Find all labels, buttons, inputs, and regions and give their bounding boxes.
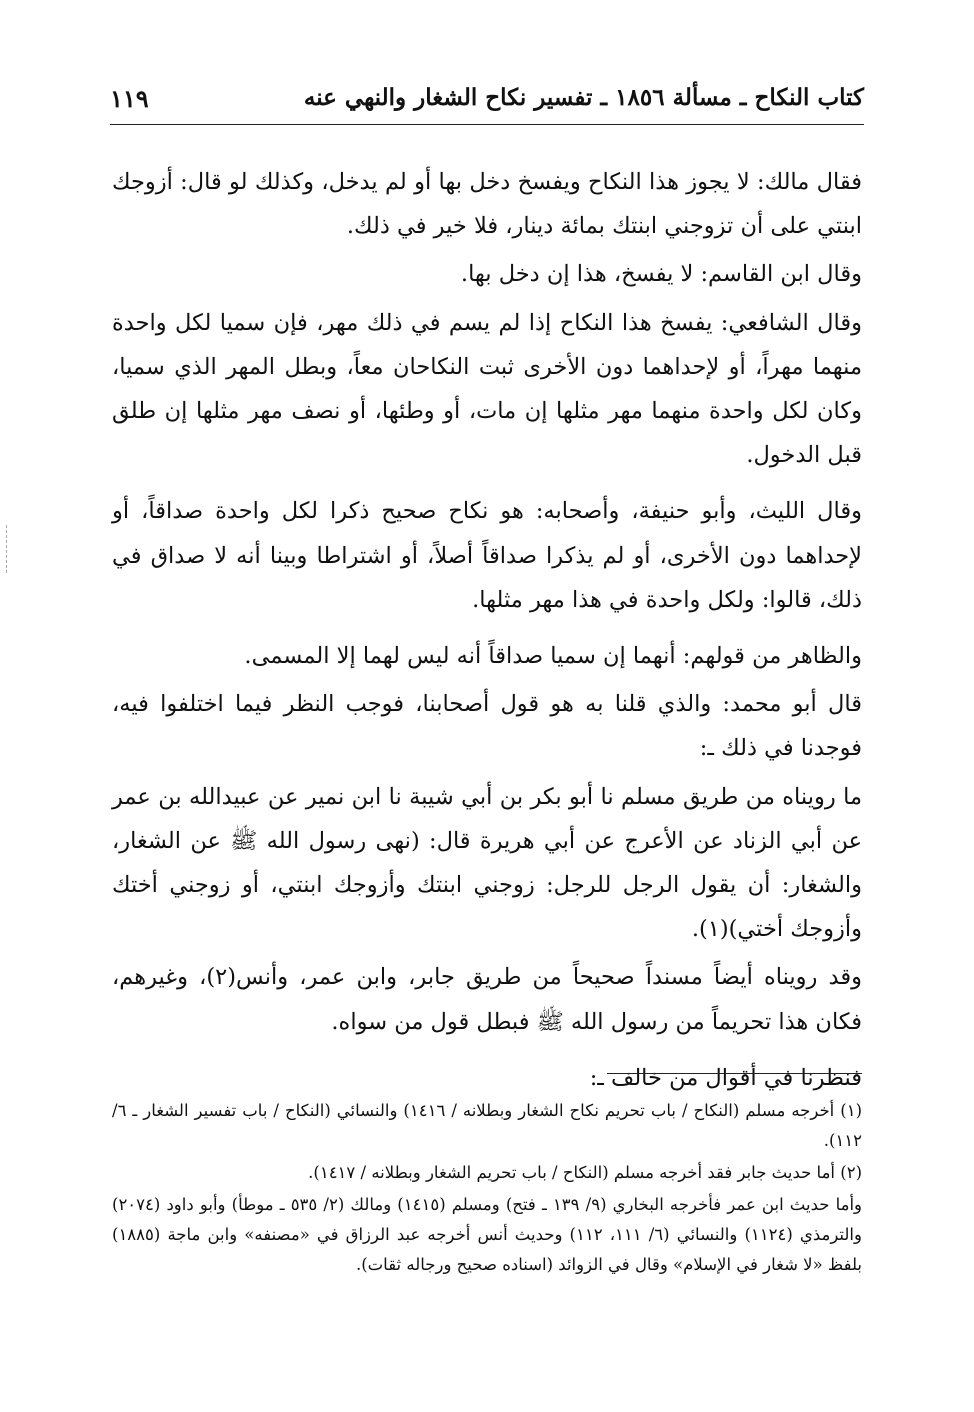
- paragraph: وقال ابن القاسم: لا يفسخ، هذا إن دخل بها.: [460, 261, 862, 288]
- paragraph: ما رويناه من طريق مسلم نا أبو بكر بن أبي شيبة نا ابن نمير عن عبيدالله بن عمر عن أبي الزناد عن الأعرج عن أبي هريرة قال: (نهى رسول الله ﷺ عن الشغار، والشغار: أن يقول الرجل للرجل: زوجني ابنتك وأزوجك ابنتي، أو زوجني أختك وأزوجك أختي)(١).: [112, 783, 862, 943]
- paragraph: وقد رويناه أيضاً مسنداً صحيحاً من طريق جابر، وابن عمر، وأنس(٢)، وغيرهم، فكان هذا تحريماً من رسول الله ﷺ فبطل قول من سواه.: [112, 964, 862, 1035]
- footnote-separator: [607, 1073, 862, 1074]
- footnote: وأما حديث ابن عمر فأخرجه البخاري (٩/ ١٣٩ ـ فتح) ومسلم (١٤١٥) ومالك (٢/ ٥٣٥ ـ موطأ) وأبو داود (٢٠٧٤) والترمذي (١١٢٤) والنسائي (٦/ ١١١، ١١٢) وحديث أنس أخرجه عبد الرزاق في «مصنفه» وابن ماجة (١٨٨٥) بلفظ «لا شغار في الإسلام» وقال في الزوائد (اسناده صحيح ورجاله ثقات).: [112, 1195, 862, 1274]
- page-number: ١١٩: [110, 84, 149, 113]
- running-title: كتاب النكاح ـ مسألة ١٨٥٦ ـ تفسير نكاح الشغار والنهي عنه: [303, 84, 864, 111]
- scan-margin-mark: [6, 525, 9, 573]
- paragraph: فنظرنا في أقوال من خالف ـ:: [589, 1064, 862, 1091]
- footnote: (١) أخرجه مسلم (النكاح / باب تحريم نكاح الشغار وبطلانه / ١٤١٦) والنسائي (النكاح / باب تفسير الشغار ـ ٦/ ١١٢).: [112, 1101, 862, 1150]
- main-text: [112, 160, 862, 1104]
- paragraph: والظاهر من قولهم: أنهما إن سميا صداقاً أنه ليس لهما إلا المسمى.: [244, 643, 862, 670]
- paragraph: وقال الليث، وأبو حنيفة، وأصحابه: هو نكاح صحيح ذكرا لكل واحدة صداقاً، أو لإحداهما دون الأخرى، أو لم يذكرا صداقاً أصلاً، أو اشتراطا وبينا أنه لا صداق في ذلك، قالوا: ولكل واحدة في هذا مهر مثلها.: [112, 498, 862, 613]
- footnotes: [112, 1096, 862, 1282]
- footnote: (٢) أما حديث جابر فقد أخرجه مسلم (النكاح / باب تحريم الشغار وبطلانه / ١٤١٧).: [308, 1163, 862, 1182]
- running-header: [110, 82, 864, 125]
- paragraph: وقال الشافعي: يفسخ هذا النكاح إذا لم يسم في ذلك مهر، فإن سميا لكل واحدة منهما مهراً، أو لإحداهما دون الأخرى ثبت النكاحان معاً، وبطل المهر الذي سميا، وكان لكل واحدة منهما مهر مثلها إن مات، أو وطئها، أو نصف مهر مثلها إن طلق قبل الدخول.: [112, 309, 862, 469]
- paragraph: قال أبو محمد: والذي قلنا به هو قول أصحابنا، فوجب النظر فيما اختلفوا فيه، فوجدنا في ذلك ـ:: [112, 691, 862, 762]
- paragraph: فقال مالك: لا يجوز هذا النكاح ويفسخ دخل بها أو لم يدخل، وكذلك لو قال: أزوجك ابنتي على أن تزوجني ابنتك بمائة دينار، فلا خير في ذلك.: [112, 169, 862, 240]
